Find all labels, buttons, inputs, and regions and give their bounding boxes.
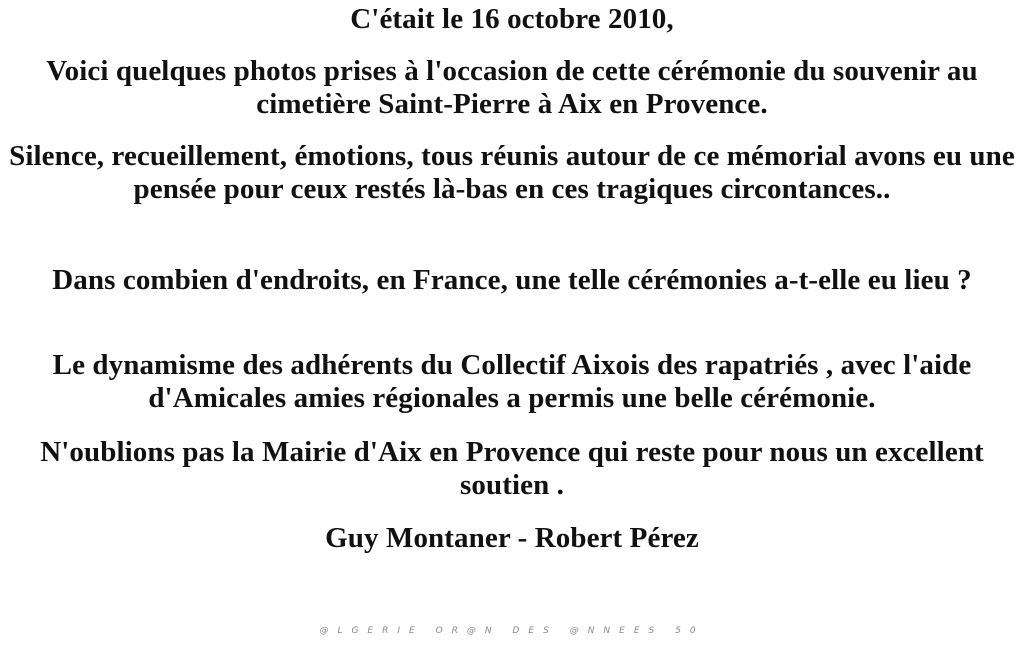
footer-watermark: @LGERIE OR@N DES @NNEES 50 bbox=[319, 626, 705, 636]
signature: Guy Montaner - Robert Pérez bbox=[325, 522, 699, 554]
paragraph-mairie: N'oublions pas la Mairie d'Aix en Provence qui reste pour nous un excellent soutien . bbox=[40, 436, 984, 501]
date-line: C'était le 16 octobre 2010, bbox=[350, 3, 674, 35]
paragraph-silence: Silence, recueillement, émotions, tous réunis autour de ce mémorial avons eu une pensée pour ceux restés là-bas en ces tragiques circontances.. bbox=[9, 140, 1015, 205]
paragraph-dynamisme: Le dynamisme des adhérents du Collectif Aixois des rapatriés , avec l'aide d'Amicales amies régionales a permis une belle cérémonie. bbox=[52, 349, 972, 414]
paragraph-photos-intro: Voici quelques photos prises à l'occasion de cette cérémonie du souvenir au cimetière Saint-Pierre à Aix en Provence. bbox=[46, 55, 978, 120]
paragraph-question: Dans combien d'endroits, en France, une telle cérémonies a-t-elle eu lieu ? bbox=[52, 264, 972, 296]
